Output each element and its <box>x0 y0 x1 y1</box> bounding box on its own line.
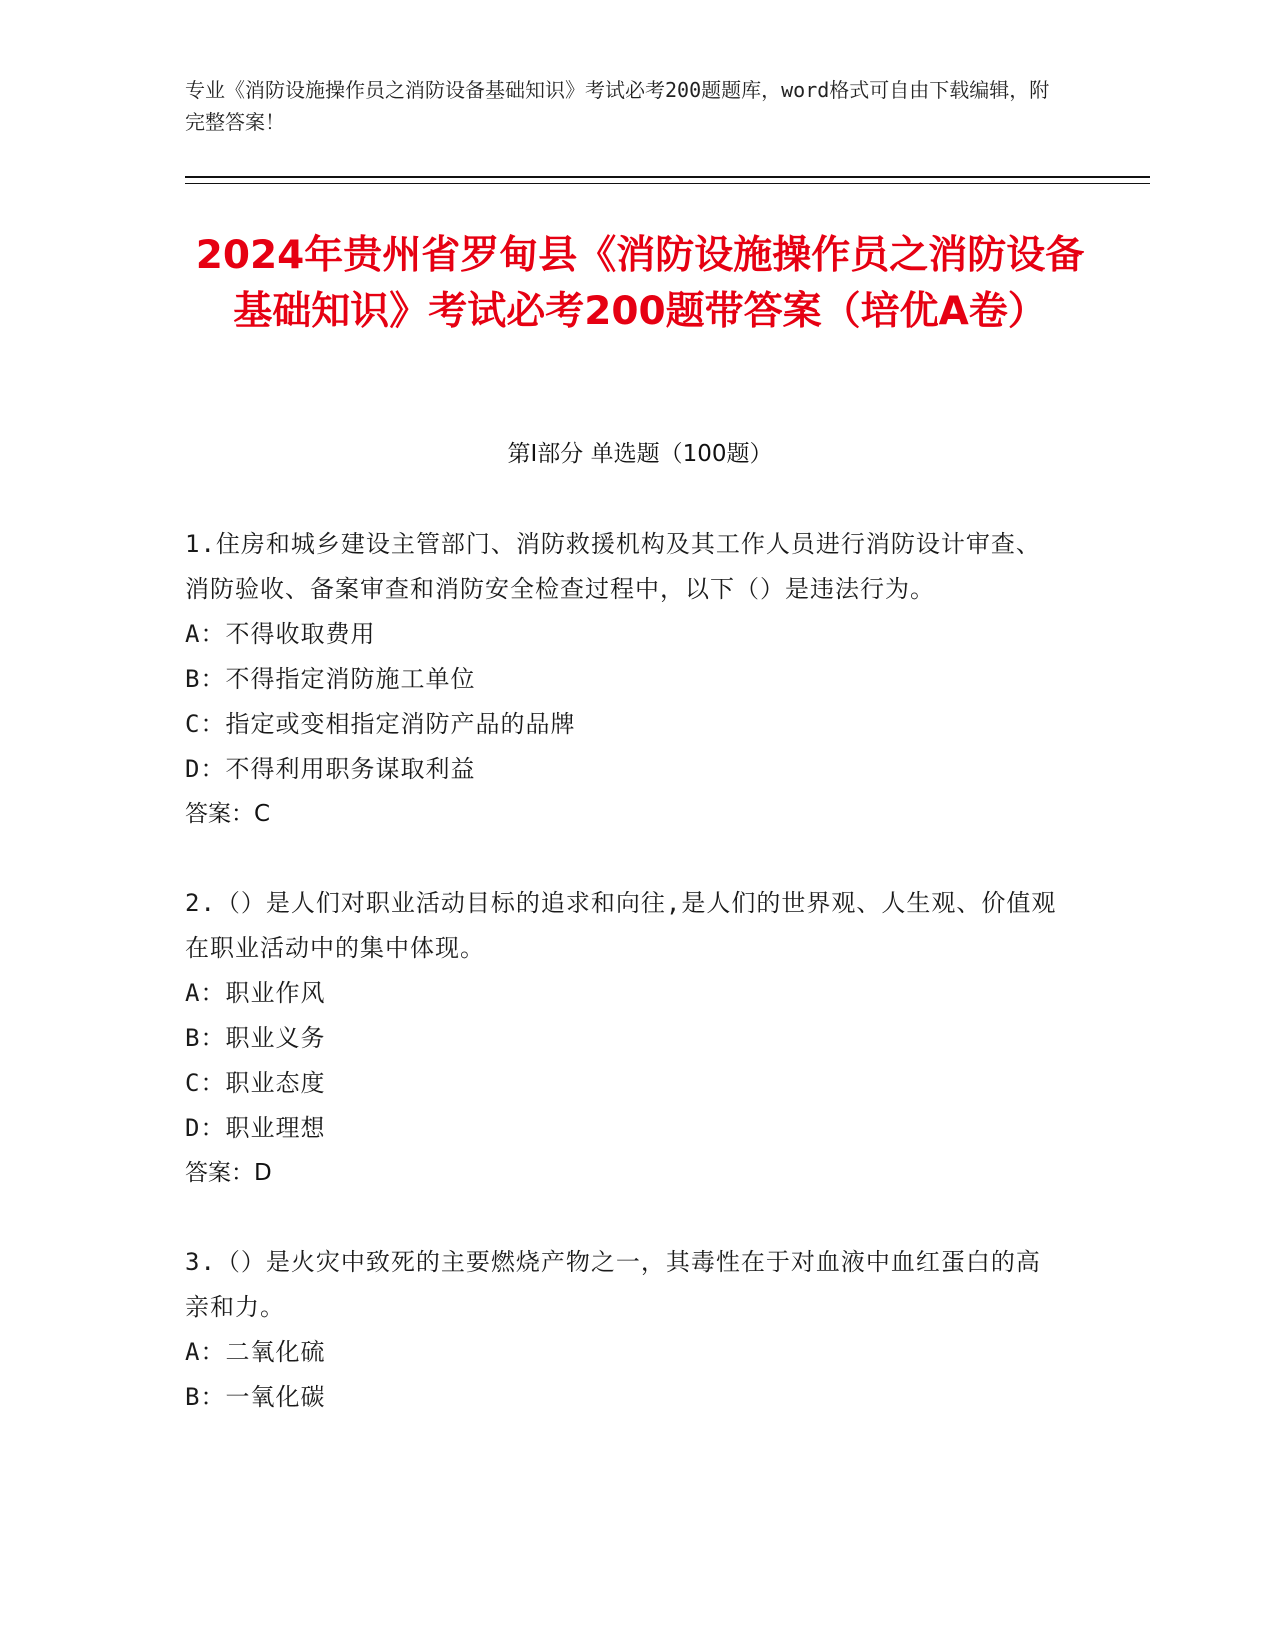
option-b: B：职业义务 <box>185 1024 326 1052</box>
question-list <box>185 522 1065 1464</box>
option-c: C：指定或变相指定消防产品的品牌 <box>185 710 576 738</box>
question-stem: 2.（）是人们对职业活动目标的追求和向往,是人们的世界观、人生观、价值观在职业活动中的集中体现。 <box>185 889 1057 962</box>
question-item <box>185 522 1065 837</box>
answer-line: 答案：D <box>185 1160 272 1186</box>
answer-line: 答案：C <box>185 801 271 827</box>
option-c: C：职业态度 <box>185 1069 326 1097</box>
option-d: D：不得利用职务谋取利益 <box>185 755 476 783</box>
question-stem: 1.住房和城乡建设主管部门、消防救援机构及其工作人员进行消防设计审查、消防验收、备案审查和消防安全检查过程中，以下（）是违法行为。 <box>185 530 1041 603</box>
option-a: A：不得收取费用 <box>185 620 376 648</box>
option-b: B：不得指定消防施工单位 <box>185 665 476 693</box>
section-heading: 第Ⅰ部分 单选题（100题） <box>507 441 773 467</box>
option-a: A：二氧化硫 <box>185 1338 326 1366</box>
question-item <box>185 1240 1065 1420</box>
header-note: 专业《消防设施操作员之消防设备基础知识》考试必考200题题库，word格式可自由下载编辑，附完整答案！ <box>185 78 1050 134</box>
option-b: B：一氧化碳 <box>185 1383 326 1411</box>
option-d: D：职业理想 <box>185 1114 326 1142</box>
question-item <box>185 881 1065 1196</box>
header-divider-thin <box>185 183 1150 184</box>
option-a: A：职业作风 <box>185 979 326 1007</box>
question-stem: 3.（）是火灾中致死的主要燃烧产物之一，其毒性在于对血液中血红蛋白的高亲和力。 <box>185 1248 1041 1321</box>
document-title: 2024年贵州省罗甸县《消防设施操作员之消防设备基础知识》考试必考200题带答案（培优A卷） <box>195 233 1085 334</box>
header-divider-thick <box>185 176 1150 178</box>
